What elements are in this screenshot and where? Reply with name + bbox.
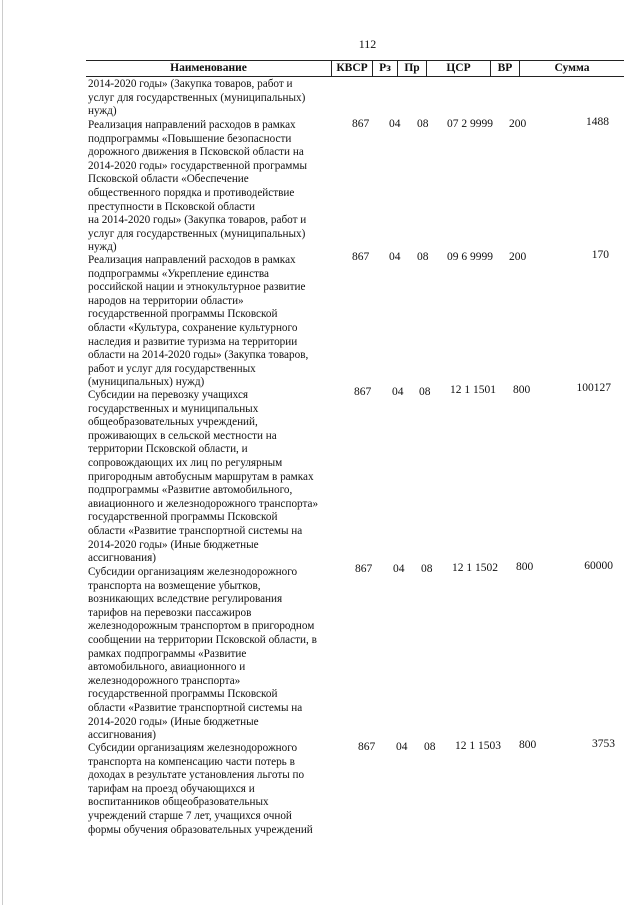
- text-line: Субсидии на перевозку учащихся: [88, 389, 249, 401]
- row-rz: 04: [389, 251, 401, 263]
- row-rz: 04: [389, 118, 401, 130]
- text-line: области «Развитие транспортной системы на: [88, 701, 303, 714]
- row-description: [88, 389, 356, 566]
- row-sum: 100127: [576, 382, 611, 394]
- row-csr: 12 1 1501: [450, 384, 496, 396]
- row-csr: 07 2 9999: [447, 118, 493, 130]
- row-vr: 200: [509, 251, 527, 263]
- row-sum: 3753: [592, 738, 615, 750]
- text-line: железнодорожным транспортом в пригородном: [88, 620, 315, 633]
- text-line: подпрограммы «Укрепление единства: [88, 267, 269, 280]
- row-rz: 04: [393, 563, 405, 575]
- row-sum: 60000: [584, 560, 613, 572]
- text-line: услуг для государственных (муниципальных): [88, 227, 306, 240]
- row-sum: 170: [591, 249, 609, 261]
- row-kvsr: 867: [354, 386, 372, 398]
- row-description: [88, 566, 356, 743]
- text-line: области на 2014-2020 годы» (Закупка товаров,: [88, 349, 309, 362]
- text-line: транспорта на компенсацию части потерь в: [88, 755, 295, 768]
- text-line: формы обучения образовательных учреждений: [88, 823, 313, 836]
- row-pr: 08: [417, 118, 429, 130]
- text-line: области «Развитие транспортной системы на: [88, 524, 303, 537]
- text-line: ассигнования): [88, 729, 156, 742]
- row-csr: 09 6 9999: [447, 251, 493, 263]
- text-line: дорожного движения в Псковской области на: [88, 146, 304, 159]
- row-vr: 800: [519, 739, 537, 751]
- text-line: подпрограммы «Развитие автомобильного,: [88, 484, 293, 497]
- text-line: российской нации и этнокультурное развитие: [88, 281, 306, 294]
- text-line: наследия и развитие туризма на территории: [88, 335, 298, 348]
- text-line: Реализация направлений расходов в рамках: [88, 119, 296, 131]
- table-header: [86, 60, 624, 77]
- row-pr: 08: [417, 251, 429, 263]
- scan-edge: [2, 0, 3, 905]
- row-description: [88, 742, 356, 837]
- header-name: Наименование: [170, 62, 247, 74]
- text-line: услуг для государственных (муниципальных): [88, 91, 306, 104]
- text-line: авиационного и железнодорожного транспорта»: [88, 497, 319, 510]
- text-line: 2014-2020 годы» (Иные бюджетные: [88, 538, 259, 551]
- text-line: государственных и муниципальных: [88, 402, 259, 415]
- row-kvsr: 867: [358, 741, 376, 753]
- text-line: Субсидии организациям железнодорожного: [88, 566, 298, 578]
- text-line: на 2014-2020 годы» (Закупка товаров, работ и: [88, 214, 307, 227]
- text-line: пригородным автобусным маршрутам в рамках: [88, 470, 314, 483]
- row-sum: 1488: [586, 116, 609, 128]
- row-kvsr: 867: [352, 118, 370, 130]
- header-sum: Сумма: [554, 62, 590, 74]
- text-line: воспитанников общеобразовательных: [88, 796, 269, 809]
- text-line: Псковской области «Обеспечение: [88, 173, 249, 186]
- row-rz: 04: [392, 386, 404, 398]
- row-vr: 200: [509, 118, 527, 130]
- continuation-text: [88, 78, 356, 119]
- page-number: 112: [358, 37, 377, 51]
- text-line: сопровождающих их лиц по регулярным: [88, 456, 283, 469]
- text-line: общеобразовательных учреждений,: [88, 416, 258, 429]
- row-description: [88, 119, 356, 255]
- header-kvsr: КВСР: [336, 62, 368, 74]
- row-rz: 04: [396, 741, 408, 753]
- row-pr: 08: [421, 563, 433, 575]
- text-line: транспорта на возмещение убытков,: [88, 579, 261, 592]
- text-line: железнодорожного транспорта»: [88, 674, 241, 687]
- row-pr: 08: [419, 386, 431, 398]
- text-line: 2014-2020 годы» государственной программы: [88, 159, 307, 172]
- text-line: территории Псковской области, и: [88, 443, 248, 456]
- text-line: государственной программы Псковской: [88, 511, 278, 524]
- text-line: тарифам на проезд обучающихся и: [88, 782, 255, 795]
- text-line: работ и услуг для государственных: [88, 362, 256, 375]
- text-line: общественного порядка и противодействие: [88, 186, 295, 199]
- row-csr: 12 1 1502: [452, 562, 498, 574]
- text-line: народов на территории области»: [88, 294, 244, 307]
- header-pr: Пр: [404, 62, 420, 74]
- row-csr: 12 1 1503: [455, 740, 501, 752]
- row-kvsr: 867: [355, 563, 373, 575]
- text-line: подпрограммы «Повышение безопасности: [88, 132, 292, 145]
- text-line: 2014-2020 годы» (Иные бюджетные: [88, 715, 259, 728]
- row-kvsr: 867: [352, 251, 370, 263]
- header-vr: ВР: [497, 62, 513, 74]
- row-vr: 800: [513, 384, 531, 396]
- text-line: сообщении на территории Псковской области, в: [88, 633, 317, 646]
- text-line: области «Культура, сохранение культурного: [88, 321, 298, 334]
- text-line: автомобильного, авиационного и: [88, 661, 246, 674]
- header-csr: ЦСР: [446, 62, 471, 74]
- text-line: Субсидии организациям железнодорожного: [88, 742, 298, 754]
- row-vr: 800: [516, 561, 534, 573]
- text-line: учреждений старше 7 лет, учащихся очной: [88, 809, 292, 822]
- text-line: нужд): [88, 105, 117, 118]
- row-pr: 08: [424, 741, 436, 753]
- text-line: возникающих вследствие регулирования: [88, 593, 283, 606]
- text-line: Реализация направлений расходов в рамках: [88, 254, 296, 266]
- text-line: (муниципальных) нужд): [88, 376, 205, 389]
- header-rz: Рз: [379, 62, 391, 74]
- text-line: тарифов на перевозки пассажиров: [88, 606, 252, 619]
- text-line: 2014-2020 годы» (Закупка товаров, работ и: [88, 78, 293, 90]
- text-line: ассигнования): [88, 552, 156, 565]
- text-line: государственной программы Псковской: [88, 688, 278, 701]
- text-line: рамках подпрограммы «Развитие: [88, 647, 247, 660]
- text-line: государственной программы Псковской: [88, 308, 278, 321]
- text-line: проживающих в сельской местности на: [88, 429, 277, 442]
- text-line: доходах в результате установления льготы по: [88, 769, 305, 782]
- text-line: нужд): [88, 241, 117, 254]
- row-description: [88, 254, 356, 390]
- text-line: преступности в Псковской области: [88, 200, 256, 213]
